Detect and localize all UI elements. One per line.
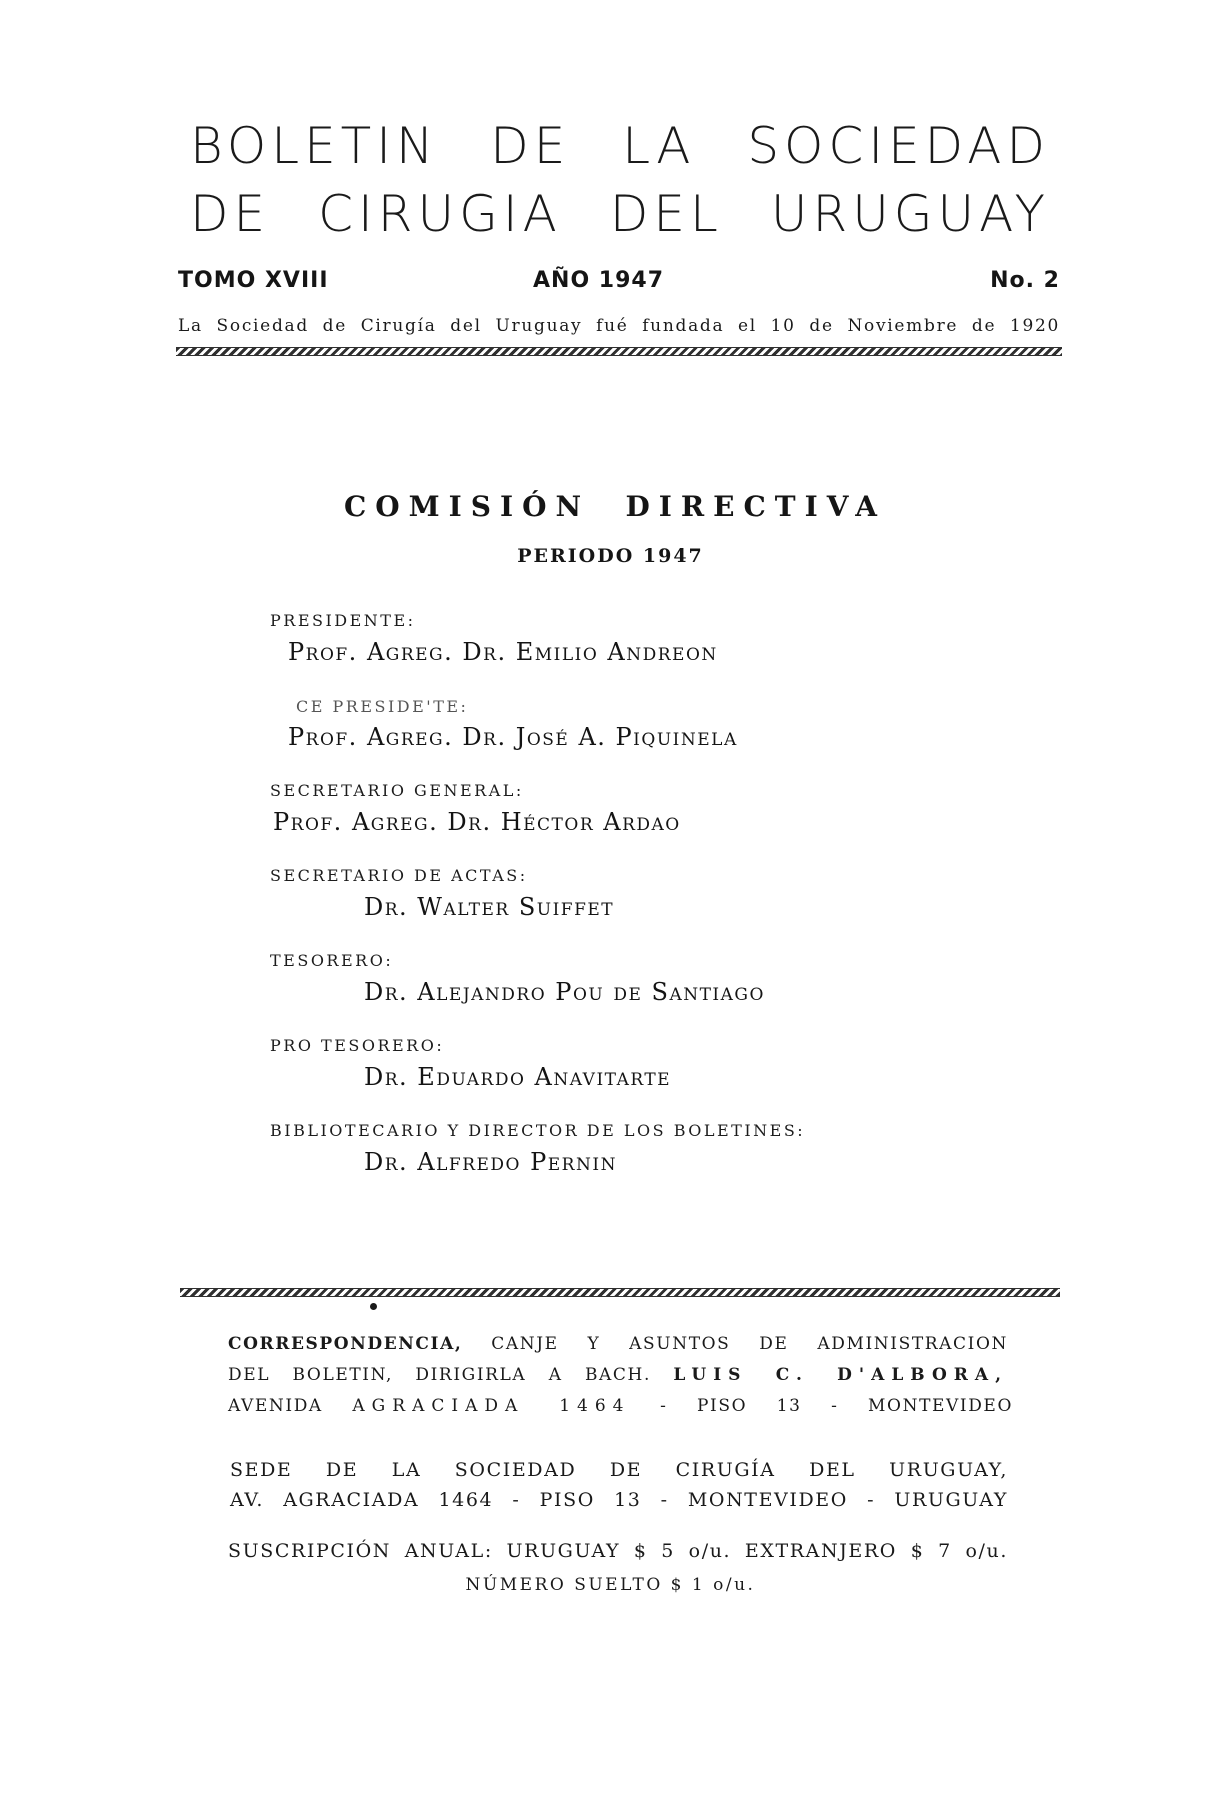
year-label: AÑO 1947 [533,268,665,293]
founded-note: La Sociedad de Cirugía del Uruguay fué fundada el 10 de Noviembre de 1920 [178,316,1060,336]
ornamental-rule-bottom [180,1288,1060,1297]
numero-suelto-line: NÚMERO SUELTO $ 1 o/u. [465,1575,756,1595]
periodo-subheading: PERIODO 1947 [517,545,704,567]
issue-number-label: No. 2 [990,268,1060,293]
journal-title-line-1: BOLETIN DE LA SOCIEDAD [190,117,1050,175]
member-tesorero: Dr. Alejandro Pou de Santiago [364,978,765,1006]
role-vice-presidente: CE PRESIDE'TE: [296,697,469,716]
role-secretario-general: SECRETARIO GENERAL: [270,781,524,800]
suscripcion-line: SUSCRIPCIÓN ANUAL: URUGUAY $ 5 o/u. EXTRANJERO $ 7 o/u. [228,1540,1008,1562]
correspondence-recipient: LUIS C. D'ALBORA, [673,1365,1009,1385]
bullet-dot [370,1303,377,1310]
member-secretario-de-actas: Dr. Walter Suiffet [364,893,615,921]
role-pro-tesorero: PRO TESORERO: [270,1036,445,1055]
correspondence-city: - PISO 13 - MONTEVIDEO [660,1396,1013,1416]
correspondence-line-2-text: DEL BOLETIN, DIRIGIRLA A BACH. [228,1365,651,1385]
issue-meta-row [178,268,1060,298]
tomo-label: TOMO XVIII [178,268,329,293]
correspondence-line-2 [228,1365,1008,1385]
ornamental-rule-top [176,347,1062,356]
member-presidente: Prof. Agreg. Dr. Emilio Andreon [288,638,718,666]
role-secretario-de-actas: SECRETARIO DE ACTAS: [270,866,528,885]
correspondence-rest: CANJE Y ASUNTOS DE ADMINISTRACION [491,1334,1008,1354]
role-tesorero: TESORERO: [270,951,394,970]
correspondence-avenida: AVENIDA [228,1396,323,1416]
correspondence-street: AGRACIADA 1464 [352,1396,631,1416]
member-secretario-general: Prof. Agreg. Dr. Héctor Ardao [273,808,681,836]
role-presidente: PRESIDENTE: [270,611,416,630]
member-bibliotecario: Dr. Alfredo Pernin [364,1148,617,1176]
sede-line-1: SEDE DE LA SOCIEDAD DE CIRUGÍA DEL URUGUAY, [230,1459,1008,1481]
member-vice-presidente: Prof. Agreg. Dr. José A. Piquinela [288,723,738,751]
correspondence-line-3 [228,1396,1013,1416]
journal-title-line-2: DE CIRUGIA DEL URUGUAY [190,185,1050,243]
correspondence-line-1 [228,1334,1008,1354]
role-bibliotecario: BIBLIOTECARIO Y DIRECTOR DE LOS BOLETINES: [270,1121,806,1140]
sede-line-2: AV. AGRACIADA 1464 - PISO 13 - MONTEVIDEO - URUGUAY [230,1489,1008,1511]
comision-directiva-heading: COMISIÓN DIRECTIVA [344,490,886,523]
correspondence-strong: CORRESPONDENCIA, [228,1334,463,1354]
member-pro-tesorero: Dr. Eduardo Anavitarte [364,1063,672,1091]
